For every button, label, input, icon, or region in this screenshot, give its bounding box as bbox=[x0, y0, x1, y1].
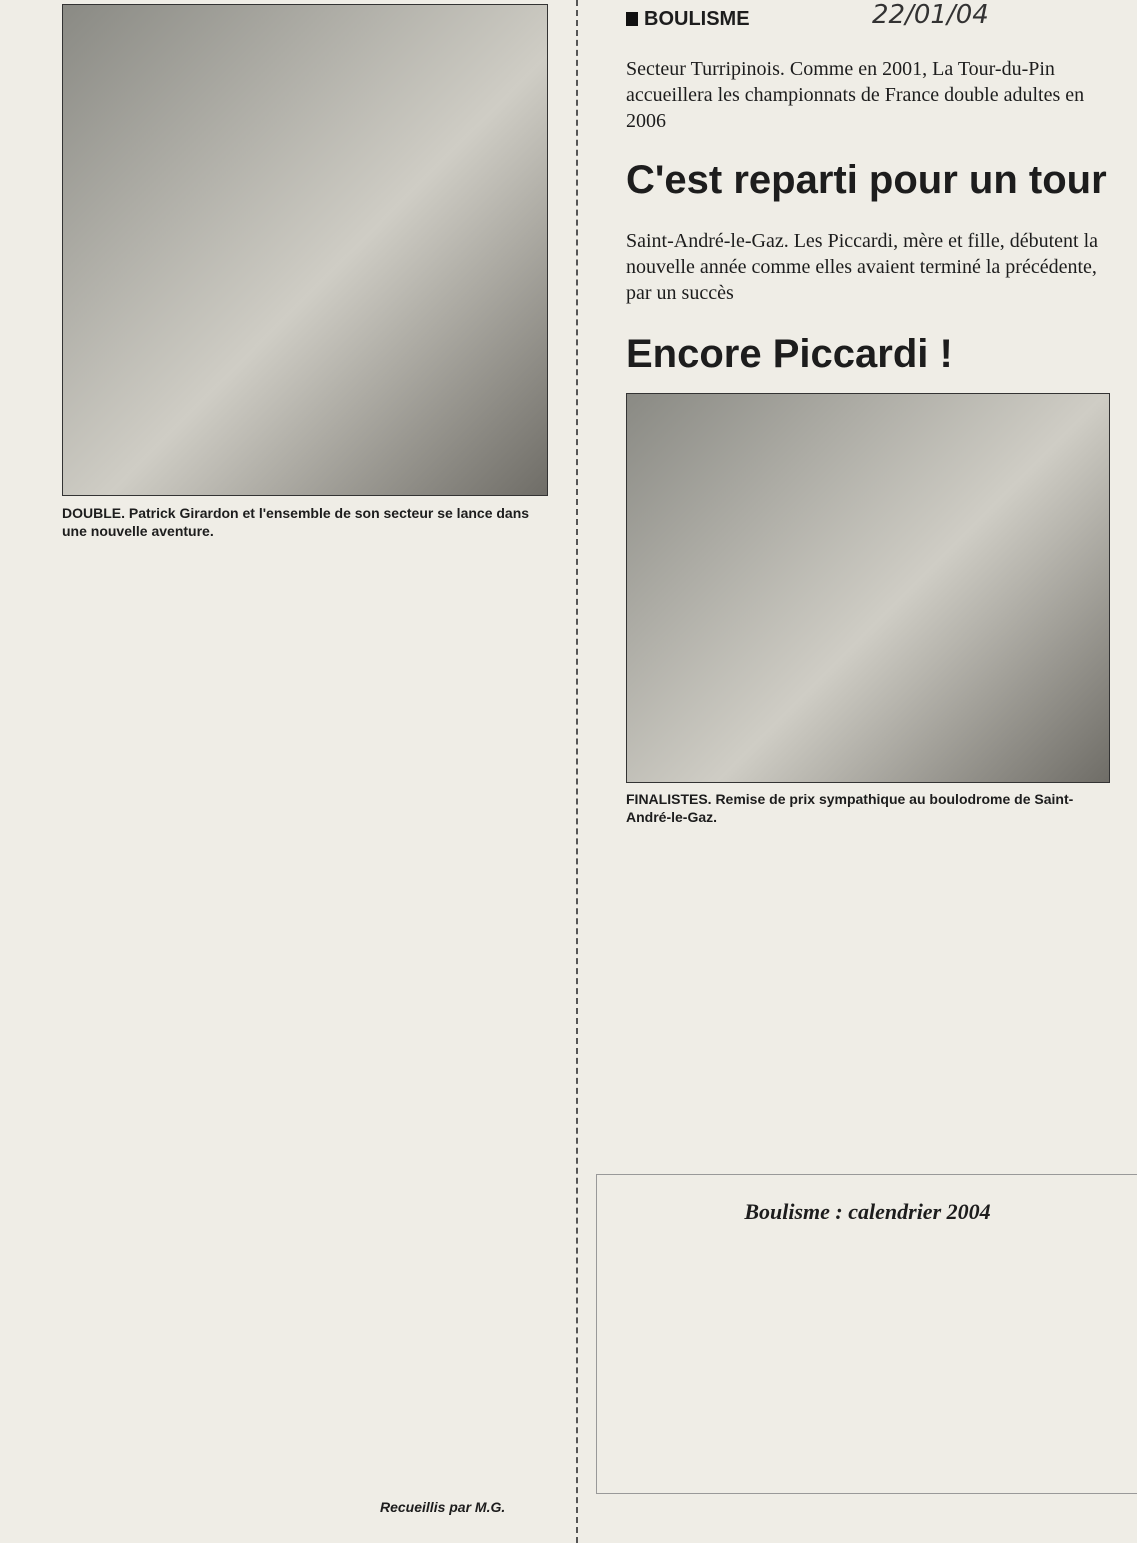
column-divider bbox=[576, 0, 578, 1543]
section-label: BOULISME bbox=[626, 8, 750, 31]
handwritten-date: 22/01/04 bbox=[872, 0, 989, 30]
calendar-box bbox=[596, 1174, 1137, 1494]
right-article-body bbox=[626, 840, 1116, 1090]
top-deck: Secteur Turripinois. Comme en 2001, La Tour-du-Pin accueillera les championnats de France double adultes en 2006 bbox=[626, 58, 1085, 132]
left-caption: DOUBLE. Patrick Girardon et l'ensemble de son secteur se lance dans une nouvelle aventure. bbox=[62, 505, 530, 540]
portrait-photo bbox=[62, 4, 548, 496]
right-deck: Saint-André-le-Gaz. Les Piccardi, mère et fille, débutent la nouvelle année comme elles avaient terminé la précédente, par un succès bbox=[626, 230, 1099, 304]
left-article-body bbox=[62, 556, 546, 1496]
top-headline: C'est reparti pour un tour bbox=[626, 158, 1107, 202]
right-headline: Encore Piccardi ! bbox=[626, 332, 953, 376]
left-signature: Recueillis par M.G. bbox=[380, 1499, 506, 1515]
calendar-body bbox=[597, 1225, 1137, 1241]
finalists-photo bbox=[626, 393, 1110, 783]
right-caption: FINALISTES. Remise de prix sympathique au boulodrome de Saint-André-le-Gaz. bbox=[626, 791, 1074, 826]
calendar-title: Boulisme : calendrier 2004 bbox=[744, 1199, 991, 1224]
